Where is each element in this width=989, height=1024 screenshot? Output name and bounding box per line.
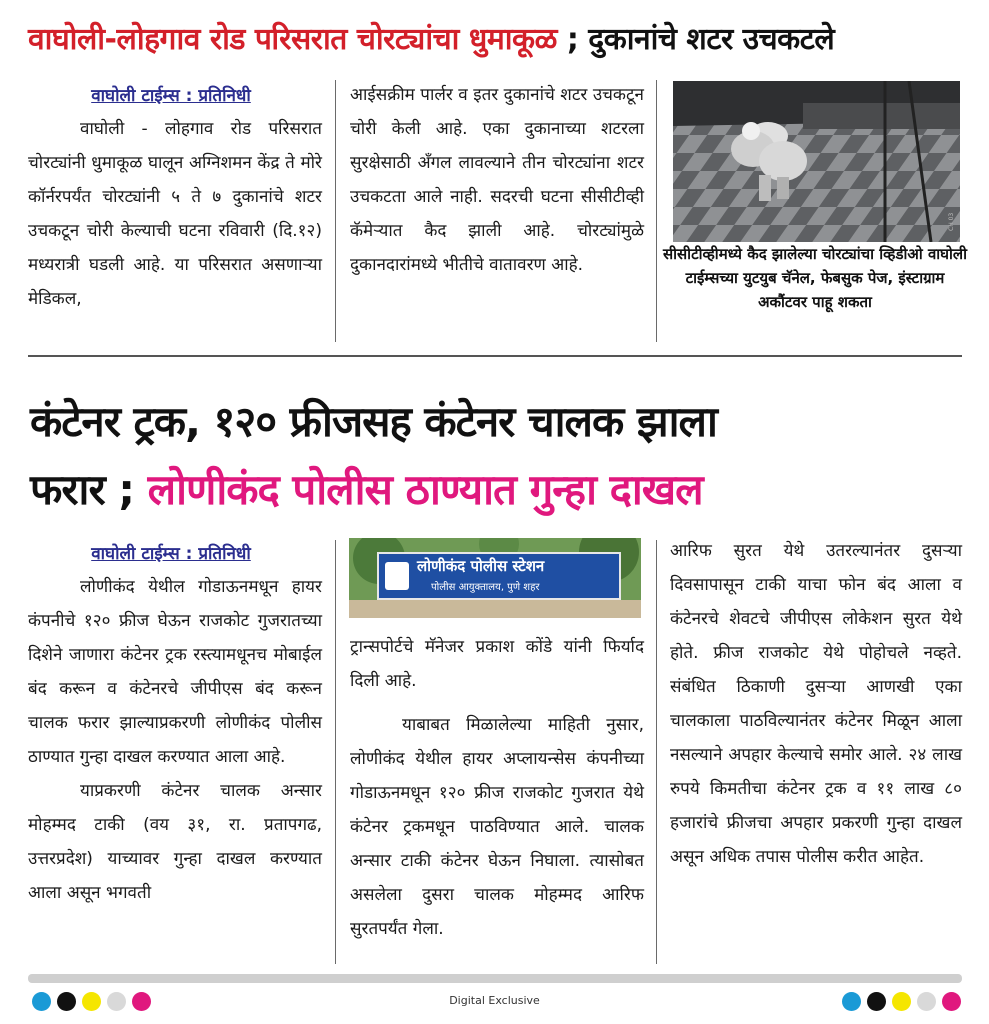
registration-dot: [842, 992, 861, 1011]
column-divider: [656, 540, 657, 964]
article2-column-2: [350, 630, 644, 946]
bottom-bar: [28, 974, 962, 983]
sign-title: लोणीकंद पोलीस स्टेशन: [417, 557, 545, 575]
article2-paragraph: लोणीकंद येथील गोडाऊनमधून हायर कंपनीचे १२० फ्रीज घेऊन राजकोट गुजरातच्या दिशेने जाणारा कंटेनर ट्रक रस्त्यामधूनच मोबाईल बंद करून व कंटेनरचे जीपीएस बंद करून चालक फरार झाल्याप्रकरणी लोणीकंद पोलीस ठाण्यात गुन्हा दाखल करण्यात आला आहे.: [28, 577, 322, 767]
registration-dot: [867, 992, 886, 1011]
article2-headline-line2: [30, 462, 970, 518]
police-station-sign: [377, 552, 621, 600]
article2-column-3: [670, 534, 962, 874]
color-registration-right: [842, 992, 961, 1011]
article2-paragraph: याबाबत मिळालेल्या माहिती नुसार, लोणीकंद येथील हायर अप्लायन्सेस कंपनीच्या गोडाऊनमधून १२० फ्रीज राजकोट गुजरात येथे कंटेनर ट्रकमधून पाठविण्यात आले. चालक अन्सार टाकी कंटेनर घेऊन निघाला. त्यासोबत असलेला दुसरा चालक मोहम्मद आरिफ सुरतपर्यंत गेला.: [350, 715, 644, 939]
column-divider: [335, 80, 336, 342]
sign-subtitle: पोलीस आयुक्तालय, पुणे शहर: [431, 582, 540, 593]
article2-headline-pink: लोणीकंद पोलीस ठाण्यात गुन्हा दाखल: [147, 465, 703, 514]
article1-paragraph: वाघोली - लोहगाव रोड परिसरात चोरट्यांनी धुमाकूळ घालून अग्निशमन केंद्र ते मोरे कॉर्नरपर्यंत चोरट्यांनी ५ ते ७ दुकानांचे शटर उचकटून चोरी केल्याची घटना रविवारी (दि.१२) मध्यरात्री घडली आहे. या परिसरात असणाऱ्या मेडिकल,: [28, 119, 322, 309]
article1-column-2: [350, 78, 644, 282]
footer-label: Digital Exclusive: [449, 994, 540, 1007]
article2-headline-text: कंटेनर ट्रक, १२० फ्रीजसह कंटेनर चालक झाला: [30, 397, 717, 446]
registration-dot: [892, 992, 911, 1011]
article2-column-1: [28, 570, 322, 910]
column-divider: [335, 540, 336, 964]
police-station-photo: [349, 538, 641, 618]
svg-text:CH 03: CH 03: [948, 212, 955, 231]
article2-headline-line1: [30, 394, 970, 450]
article1-column-1: [28, 112, 322, 316]
section-divider: [28, 355, 962, 357]
article1-headline-black: ; दुकानांचे शटर उचकटले: [556, 22, 835, 57]
police-emblem-icon: [385, 562, 409, 590]
registration-dot: [942, 992, 961, 1011]
article1-headline-red: वाघोली-लोहगाव रोड परिसरात चोरट्यांचा धुमाकूळ: [28, 22, 557, 57]
article1-headline: [28, 14, 968, 66]
cctv-photo: [673, 81, 960, 242]
column-divider: [656, 80, 657, 342]
article2-paragraph: याप्रकरणी कंटेनर चालक अन्सार मोहम्मद टाकी (वय ३१, रा. प्रतापगढ, उत्तरप्रदेश) याच्यावर गुन्हा दाखल करण्यात आला असून भगवती: [28, 781, 322, 903]
article1-byline: वाघोली टाईम्स : प्रतिनिधी: [91, 86, 251, 106]
article1-paragraph: आईसक्रीम पार्लर व इतर दुकानांचे शटर उचकटून चोरी केली आहे. एका दुकानाच्या शटरला सुरक्षेसाठी अँगल लावल्याने तीन चोरट्यांना शटर उचकटता आले नाही. सदरची घटना सीसीटीव्ही कॅमेऱ्यात कैद झाली आहे. चोरट्यांमुळे दुकानदारांमध्ये भीतीचे वातावरण आहे.: [350, 85, 644, 275]
cctv-caption: सीसीटीव्हीमध्ये कैद झालेल्या चोरट्यांचा व्हिडीओ वाघोली टाईम्सच्या युटयुब चॅनेल, फेबसुक पेज, इंस्टाग्राम अकौंटवर पाहू शकता: [663, 245, 967, 311]
article2-paragraph: आरिफ सुरत येथे उतरल्यानंतर दुसऱ्या दिवसापासून टाकी याचा फोन बंद आला व कंटेनरचे शेवटचे जीपीएस लोकेशन सुरत येथे होते. फ्रीज राजकोट येथे पोहोचले नव्हते. संबंधित ठिकाणी दुसऱ्या आणखी एका चालकाला पाठविल्यानंतर कंटेनर मिळून आला नसल्याने अपहार केल्याचे समोर आले. २४ लाख रुपये किमतीचा कंटेनर ट्रक व ११ लाख ८० हजारांचे फ्रीजचा अपहार प्रकरणी गुन्हा दाखल असून अधिक तपास पोलीस करीत आहेत.: [670, 541, 962, 867]
article2-paragraph: ट्रान्सपोर्टचे मॅनेजर प्रकाश कोंडे यांनी फिर्याद दिली आहे.: [350, 637, 644, 691]
article2-byline: वाघोली टाईम्स : प्रतिनिधी: [91, 544, 251, 564]
registration-dot: [917, 992, 936, 1011]
article2-headline-black: फरार ;: [30, 465, 148, 514]
